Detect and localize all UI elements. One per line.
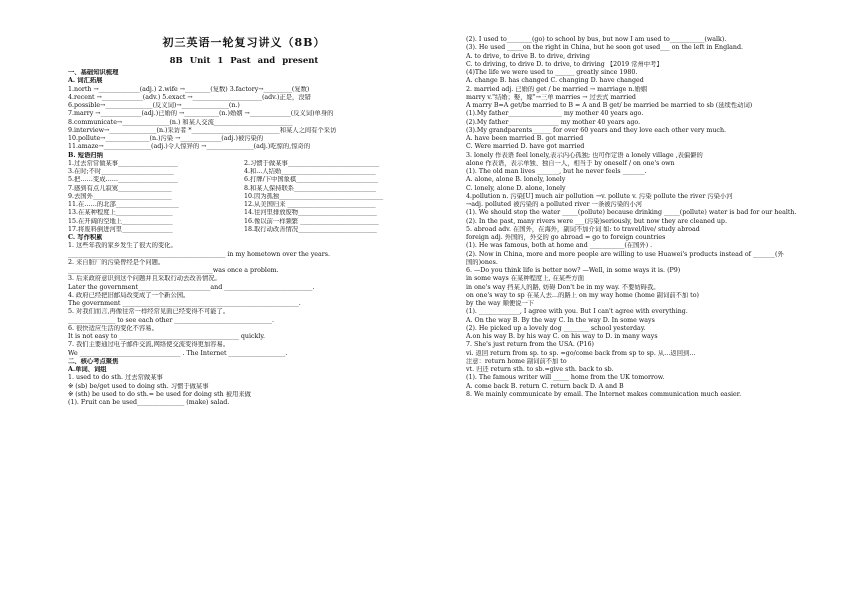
doc-line: vt. 归还 return sth. to sb.=give sth. back to sb. — [466, 366, 614, 373]
writing-line: _______________ to see each other _______________________________. — [68, 316, 275, 324]
phrase-row — [68, 185, 420, 193]
phrase-item: 6.打牌/下中国象棋__________________________ — [244, 176, 379, 184]
writing-line: Later the government_______________________and ____________________________. — [68, 283, 315, 291]
writing-line: __________________________________________________ in my hometown over the years. — [68, 250, 331, 258]
doc-line: A. alone, alone B. lonely, lonely — [466, 176, 566, 184]
phrase-item: 5.把……变成……___________________ — [68, 176, 178, 184]
doc-line: marry v."结婚；娶，嫁"→三单 marries → 过去式 married — [466, 93, 636, 101]
writing-line: 5. 对我们而言,再像往常一样经常见面已经变得不可能了。 — [68, 308, 230, 316]
page-title: 初三英语一轮复习讲义（8B） — [162, 36, 326, 49]
doc-line: (2). He picked up a lovely dog ________ school yesterday. — [466, 324, 646, 332]
phrase-item: 14.往河里排放废物_________________________ — [244, 209, 377, 217]
doc-line: C. to driving, to drive D. to drive, to driving 【2019 常州中考】 — [466, 60, 663, 68]
doc-line: 4.pollution n. 污染[U] much air pollution →v. pollute v. 污染 pollute the river 污染小河 — [466, 192, 733, 200]
doc-line: (2). In the past, many rivers were ___(污染)seriously, but now they are cleaned up. — [466, 217, 727, 225]
writing-line: We ________________________________ . The Internet __________________. — [68, 349, 288, 357]
core-line: (1). Fruit can be used_______________ (make) salad. — [68, 399, 230, 406]
phrase-row — [68, 226, 420, 234]
vocab-line: 7.marry →_____________(adj.)已婚的 →___________(n.)婚姻 →_____________(反义词)单身的 — [68, 110, 334, 118]
doc-line: in some ways 在某种程度上, 在某些方面 — [466, 275, 584, 283]
doc-line: by the way 顺便说一下 — [466, 300, 535, 307]
doc-line: on one's way to sp 在某人去…的路上 on my way home (home 副词前不加 to) — [466, 291, 699, 299]
doc-line: 7. She's just return from the USA. (P16) — [466, 341, 594, 349]
writing-list — [68, 242, 420, 366]
section-subheading: A.单词、词组 — [68, 366, 107, 373]
writing-line: 6. 很快适应生活的变化不容易。 — [68, 324, 158, 332]
vocab-line: 6.possible→_______________(反义词)→_______________(n.) — [68, 102, 240, 109]
phrase-row — [68, 201, 420, 209]
doc-line: 8. We mainly communicate by email. The Internet makes communication much easier. — [466, 390, 742, 398]
doc-line: A marry B=A get/be married to B = A and B get/ be married be married to sb (延续性动词) — [466, 102, 753, 109]
vocab-list — [68, 86, 420, 152]
phrase-row — [68, 160, 420, 168]
doc-line: foreign adj. 外国的，外交的 go abroad = go to foreign countries — [466, 234, 666, 241]
doc-line: (1). The old man lives _______, but he never feels _______. — [466, 168, 647, 175]
doc-line: A. come back B. return C. return back D. A and B — [466, 382, 624, 390]
phrase-item: 4.和...人结婚______________________________ — [244, 168, 376, 175]
doc-line: (1). We should stop the water _____(pollute) because drinking _____(pollute) water is bad for our health. — [466, 209, 797, 217]
doc-line: (1).My father_________________ my mother 40 years ago. — [466, 110, 644, 118]
writing-line: ______________________________________________was once a problem. — [68, 267, 279, 274]
phrase-item: 16.像以前一样频繁 _________________________ — [244, 217, 379, 225]
phrase-item: 1.过去常常做某事___________________ — [68, 159, 178, 167]
doc-line: vi. 返回 return from sp. to sp. =go/come back from sp to sp. 从…返回到… — [466, 349, 696, 357]
doc-line: 国的)ones. — [466, 258, 498, 266]
phrase-item: 9.去国外_________________________ — [68, 192, 172, 200]
doc-line: 6. —Do you think life is better now? —Well, in some ways it is. (P9) — [466, 267, 681, 274]
doc-line: 注意：return home 副词前不加 to — [466, 357, 567, 365]
section-subheading: B. 短语归纳 — [68, 151, 103, 159]
doc-line: A. On the way B. By the way C. In the way D. In some ways — [466, 316, 655, 324]
doc-line: A. have been married B. got married — [466, 135, 584, 142]
doc-line: (2).My father________________ my mother 40 years ago. — [466, 118, 641, 126]
doc-line: in one's way 挡某人的路, 妨碍 Don't be in my way. 不要妨碍我。 — [466, 283, 660, 291]
doc-line: C. lonely, alone D. alone, lonely — [466, 184, 566, 192]
writing-line: 1. 这些年我的家乡发生了很大的变化。 — [68, 242, 177, 250]
section-subheading: C. 写作积累 — [68, 234, 103, 241]
phrase-item: 15.在开阔的空地上________________ — [68, 217, 173, 225]
writing-line: 4. 政府已经把旧邮局改变成了一个新公园。 — [68, 291, 190, 299]
core-line: 1. used to do sth. 过去常做某事 — [68, 374, 163, 382]
phrase-item: 11.在……的北部____________________ — [68, 201, 179, 208]
left-column — [68, 36, 420, 407]
doc-line: (3). He used _____on the right in China, but he soon got used___ on the left in England. — [466, 44, 743, 52]
doc-line: (3).My grandparents______ for over 60 years and they love each other very much. — [466, 126, 727, 134]
phrase-item: 8.和某人保持联系__________________________ — [244, 184, 376, 192]
phrase-item: 18.取行动改善情况_________________________ — [244, 225, 377, 233]
doc-line: (1). _____________, I agree with you. But I can't agree with everything. — [466, 308, 688, 316]
writing-line: 2. 来自脏厂的污染曾经是个问题。 — [68, 258, 165, 266]
phrase-row — [68, 193, 420, 201]
doc-line: 2. married adj. 已婚的 get / be married → marriage n.婚姻 — [466, 85, 648, 93]
section-heading: 二、核心考点聚焦 — [68, 357, 119, 365]
doc-line: A. to drive, to drive B. to drive, driving — [466, 52, 590, 60]
phrase-item: 2.习惯于做某事_____________________________ — [244, 159, 380, 167]
phrase-item: 17.将废料倒进河里________________ — [68, 225, 173, 233]
doc-line: C. Were married D. have got married — [466, 143, 585, 151]
vocab-line: 9.interview→_______________(n.)采访者 *____________________________和某人之间有个采访 — [68, 126, 337, 134]
doc-line: alone 作表语，表示单独、独自一人，相当于 by oneself / on one's own — [466, 159, 675, 167]
vocab-line: 8.communicate→_______________(n.) 和某人交流_________________________ — [68, 118, 293, 126]
doc-line: A. change B. has changed C. changing D. have changed — [466, 77, 644, 85]
core-line: ※ (sth) be used to do sth.= be used for doing sth 被用来做 — [68, 390, 251, 398]
doc-line: A.on his way B. by his way C. on his way to D. in many ways — [466, 333, 658, 340]
phrase-row — [68, 168, 420, 176]
vocab-line: 11.amaze→_______________(adj.)令人惊异的 →_______________(adj.)吃惊的,惊奇的 — [68, 143, 311, 151]
doc-line: (2). I used to________(go) to school by bus, but now I am used to___________(walk). — [466, 36, 727, 43]
doc-line: 5. abroad adv. 在国外，在海外，副词不加介词 如: to travel/live/ study abroad — [466, 225, 700, 233]
vocab-line: 1.north →_____________(adj.) 2.wife →________(复数) 3.factory→_________(复数) — [68, 85, 310, 93]
phrase-list — [68, 160, 420, 234]
writing-line: The government ________________________________________________________. — [68, 300, 301, 307]
doc-line: →adj. polluted 被污染的 a polluted river 一条被污染的小河 — [466, 201, 643, 208]
phrase-item: 12.从美国归来 ____________________________ — [244, 201, 376, 208]
core-line: ※ (sb) be/get used to doing sth. 习惯于做某事 — [68, 382, 209, 390]
core-list — [68, 374, 420, 407]
vocab-line: 4.recent →_____________(adv.) 5.exact →______________________(adv.)正是，没错 — [68, 93, 311, 101]
phrase-row — [68, 176, 420, 184]
writing-line: 7. 我们主要通过电子邮件交流,网络使交流变得更加容易。 — [68, 341, 230, 349]
doc-line: (1). The famous writer will _____ home from the UK tomorrow. — [466, 374, 665, 382]
unit-subtitle: 8B Unit 1 Past and present — [169, 56, 319, 66]
doc-line: 3. lonely 作表语 feel lonely,表示内心孤独; 也可作定语 a lonely village ,表偏僻的 — [466, 151, 703, 159]
phrase-item: 10.因为孤独_________________________________ — [244, 192, 384, 200]
doc-line: (4)The life we were used to ______ greatly since 1980. — [466, 69, 638, 76]
phrase-item: 3.在时;不时_______________________ — [68, 168, 174, 175]
phrase-row — [68, 218, 420, 226]
phrase-item: 7.感到有点儿寂寞_________________ — [68, 184, 172, 192]
writing-line: 3. 后来政府意识到这个问题并且采取行动去改善情况。 — [68, 275, 221, 283]
phrase-item: 13.在某种程度上__________________ — [68, 209, 173, 217]
phrase-row — [68, 209, 420, 217]
right-column — [466, 36, 812, 399]
vocab-line: 10.pollute→______________(n.)污染 →_____________(adj.)被污染的 — [68, 135, 264, 142]
section-heading: 一、基础知识梳理 — [68, 69, 119, 76]
writing-line: It is not easy to ______________________________________ quickly. — [68, 333, 266, 340]
doc-line: (1). He was famous, both at home and ___________(在国外) . — [466, 242, 653, 250]
section-subheading: A. 词汇拓展 — [68, 77, 103, 85]
doc-line: (2). Now in China, more and more people are willing to use Huawei's products instead of _______(外 — [466, 250, 784, 258]
